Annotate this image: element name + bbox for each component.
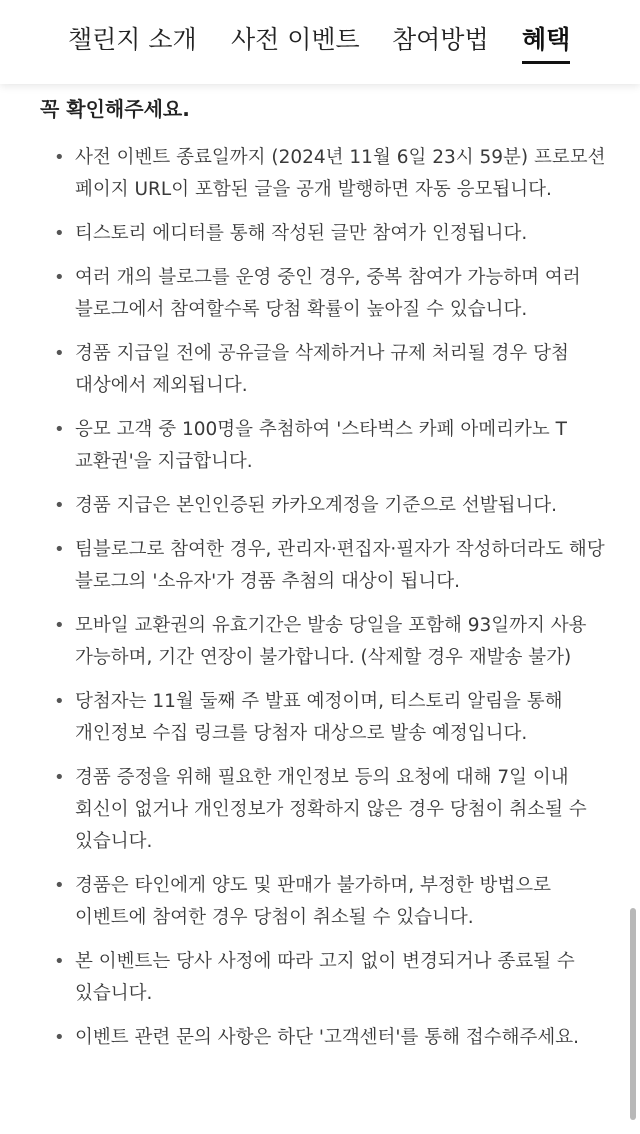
tab-how-to-join[interactable] [392,22,489,58]
bullet-icon: • [54,615,65,636]
list-item [0,142,640,206]
list-item [0,262,640,326]
tab-label: 혜택 [522,25,571,54]
tab-label: 참여방법 [392,25,489,54]
list-item [0,1022,640,1054]
list-item [0,490,640,522]
bullet-icon: • [54,267,65,288]
bullet-icon: • [54,495,65,516]
scrollbar-thumb[interactable] [630,908,636,1120]
list-item [0,218,640,250]
bullet-icon: • [54,419,65,440]
tab-label: 챌린지 소개 [68,25,197,54]
tab-pre-event[interactable] [231,22,360,58]
bullet-icon: • [54,223,65,244]
list-item-text: 티스토리 에디터를 통해 작성된 글만 참여가 인정됩니다. [75,223,528,244]
bullet-icon: • [54,875,65,896]
tab-benefits[interactable] [522,22,570,58]
list-item-text: 사전 이벤트 종료일까지 (2024년 11월 6일 23시 59분) 프로모션 페이지 URL이 포함된 글을 공개 발행하면 자동 응모됩니다. [75,147,606,200]
list-item-text: 팀블로그로 참여한 경우, 관리자·편집자·필자가 작성하더라도 해당 블로그의 '소유자'가 경품 추첨의 대상이 됩니다. [75,539,605,592]
bullet-icon: • [54,147,65,168]
bullet-icon: • [54,343,65,364]
list-item [0,534,640,598]
list-item-text: 본 이벤트는 당사 사정에 따라 고지 없이 변경되거나 종료될 수 있습니다. [75,951,575,1004]
list-item-text: 경품 지급일 전에 공유글을 삭제하거나 규제 처리될 경우 당첨 대상에서 제외됩니다. [75,343,569,396]
list-item-text: 경품 지급은 본인인증된 카카오계정을 기준으로 선발됩니다. [75,495,558,516]
notice-list [0,142,640,1066]
top-tab-bar [0,0,640,84]
list-item-text: 모바일 교환권의 유효기간은 발송 당일을 포함해 93일까지 사용 가능하며, 기간 연장이 불가합니다. (삭제할 경우 재발송 불가) [75,615,587,668]
active-tab-underline [522,61,570,64]
tab-label: 사전 이벤트 [231,25,360,54]
list-item [0,946,640,1010]
list-item [0,870,640,934]
bullet-icon: • [54,1027,65,1048]
bullet-icon: • [54,539,65,560]
tab-challenge-intro[interactable] [68,22,197,58]
notice-title: 꼭 확인해주세요. [40,97,190,121]
bullet-icon: • [54,951,65,972]
bullet-icon: • [54,691,65,712]
list-item-text: 이벤트 관련 문의 사항은 하단 '고객센터'를 통해 접수해주세요. [75,1027,579,1048]
list-item-text: 응모 고객 중 100명을 추첨하여 '스타벅스 카페 아메리카노 T 교환권'을 지급합니다. [75,419,567,472]
list-item [0,414,640,478]
list-item-text: 경품 증정을 위해 필요한 개인정보 등의 요청에 대해 7일 이내 회신이 없거나 개인정보가 정확하지 않은 경우 당첨이 취소될 수 있습니다. [75,767,587,852]
list-item [0,610,640,674]
list-item [0,686,640,750]
bullet-icon: • [54,767,65,788]
list-item-text: 당첨자는 11월 둘째 주 발표 예정이며, 티스토리 알림을 통해 개인정보 수집 링크를 당첨자 대상으로 발송 예정입니다. [75,691,563,744]
list-item-text: 여러 개의 블로그를 운영 중인 경우, 중복 참여가 가능하며 여러 블로그에서 참여할수록 당첨 확률이 높아질 수 있습니다. [75,267,581,320]
list-item-text: 경품은 타인에게 양도 및 판매가 불가하며, 부정한 방법으로 이벤트에 참여한 경우 당첨이 취소될 수 있습니다. [75,875,551,928]
list-item [0,762,640,858]
list-item [0,338,640,402]
notice-section [0,84,640,1134]
